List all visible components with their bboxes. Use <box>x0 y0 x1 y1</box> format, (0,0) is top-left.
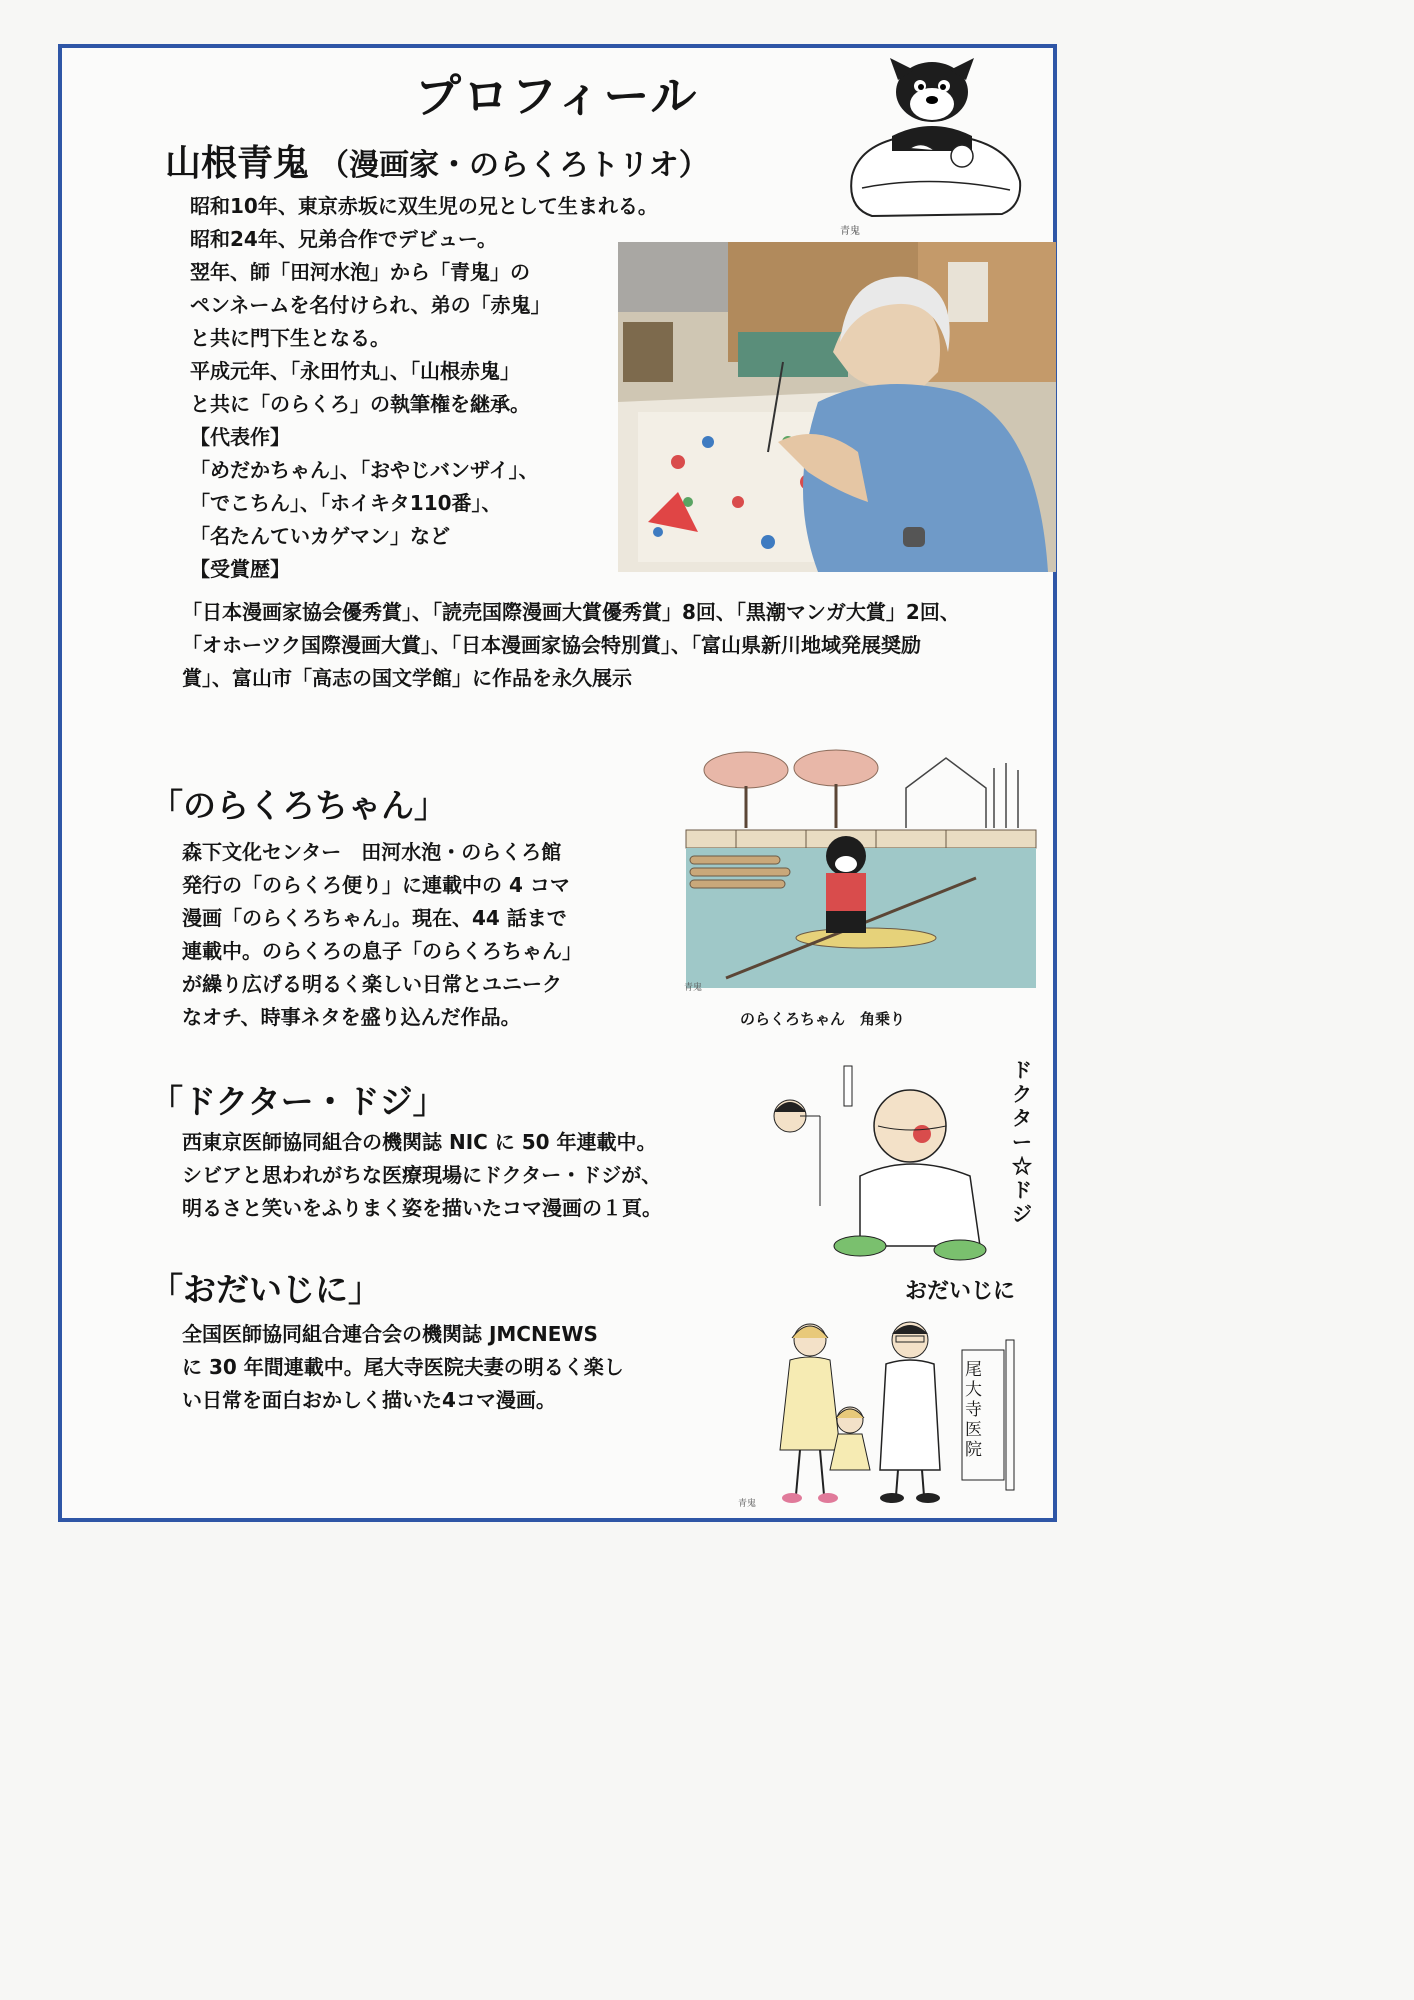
section-line: 森下文化センター 田河水泡・のらくろ館 <box>182 840 562 864</box>
section-line: 漫画「のらくろちゃん」。現在、44 話まで <box>182 906 567 930</box>
section-line: に 30 年間連載中。尾大寺医院夫妻の明るく楽し <box>182 1355 624 1379</box>
bio-line: 【受賞歴】 <box>190 557 290 581</box>
section-title-odaijini: 「おだいじに」 <box>150 1270 381 1309</box>
svg-text:青鬼: 青鬼 <box>840 226 860 236</box>
caption-doctor-doji: ドクター☆ドジ <box>1012 1058 1032 1226</box>
bio-line: と共に門下生となる。 <box>190 326 390 350</box>
svg-text:青鬼: 青鬼 <box>684 983 703 993</box>
section-line: 西東京医師協同組合の機関誌 NIC に 50 年連載中。 <box>182 1130 657 1154</box>
caption-odaijini: おだいじに <box>905 1278 1016 1304</box>
artist-subtitle: （漫画家・のらくろトリオ） <box>319 148 709 183</box>
section-line: 連載中。のらくろの息子「のらくろちゃん」 <box>182 939 582 963</box>
section-line: 発行の「のらくろ便り」に連載中の 4 コマ <box>182 873 570 897</box>
artist-photo <box>618 242 1056 572</box>
page-title: プロフィール <box>415 69 699 123</box>
artist-photo-art <box>618 242 1056 572</box>
bio-line: 平成元年、「永田竹丸」、「山根赤鬼」 <box>190 359 520 383</box>
svg-text:青鬼: 青鬼 <box>738 1499 757 1509</box>
doctor-doji-illustration <box>760 1056 1000 1266</box>
section-title-norakuro-chan: 「のらくろちゃん」 <box>150 786 447 825</box>
norakuro-chan-log-rolling-illustration <box>676 748 1042 994</box>
norakuro-mascot-illustration <box>832 56 1032 236</box>
bio-line: 「でこちん」、「ホイキタ110番」、 <box>190 491 502 515</box>
bio-line: ペンネームを名付けられ、弟の「赤鬼」 <box>190 293 551 317</box>
clinic-sign: 尾大寺医院 <box>965 1360 982 1460</box>
bio-line: 昭和10年、東京赤坂に双生児の兄として生まれる。 <box>190 194 658 218</box>
caption-norakuro-chan: のらくろちゃん 角乗り <box>740 1010 906 1028</box>
bio-line: 昭和24年、兄弟合作でデビュー。 <box>190 227 498 251</box>
section-line: シビアと思われがちな医療現場にドクター・ドジが、 <box>182 1163 662 1187</box>
bio-line: 【代表作】 <box>190 425 290 449</box>
section-line: 全国医師協同組合連合会の機関誌 JMCNEWS <box>182 1322 598 1346</box>
section-title-doctor-doji: 「ドクター・ドジ」 <box>150 1082 446 1121</box>
odaijini-family-illustration <box>730 1310 1040 1510</box>
section-body-norakuro-chan <box>182 836 582 1034</box>
section-body-doctor-doji <box>182 1126 662 1225</box>
awards-text: 「日本漫画家協会優秀賞」、「読売国際漫画大賞優秀賞」8回、「黒潮マンガ大賞」2回、「オホーツク国際漫画大賞」、「日本漫画家協会特別賞」、「富山県新川地域発展奨励賞」、富山市「高志の国文学館」に作品を永久展示 <box>182 600 960 690</box>
bio-line: と共に「のらくろ」の執筆権を継承。 <box>190 392 530 416</box>
section-line: なオチ、時事ネタを盛り込んだ作品。 <box>182 1005 521 1029</box>
bio-line: 翌年、師「田河水泡」から「青鬼」の <box>190 260 530 284</box>
artist-name <box>165 135 709 186</box>
profile-bio <box>190 190 658 586</box>
bio-line: 「名たんていカゲマン」など <box>190 524 450 548</box>
section-line: い日常を面白おかしく描いた4コマ漫画。 <box>182 1388 556 1412</box>
section-line: が繰り広げる明るく楽しい日常とユニーク <box>182 972 562 996</box>
artist-name-text: 山根青鬼 <box>165 143 310 184</box>
section-body-odaijini <box>182 1318 624 1417</box>
bio-line: 「めだかちゃん」、「おやじバンザイ」、 <box>190 458 539 482</box>
section-line: 明るさと笑いをふりまく姿を描いたコマ漫画の１頁。 <box>182 1196 662 1220</box>
